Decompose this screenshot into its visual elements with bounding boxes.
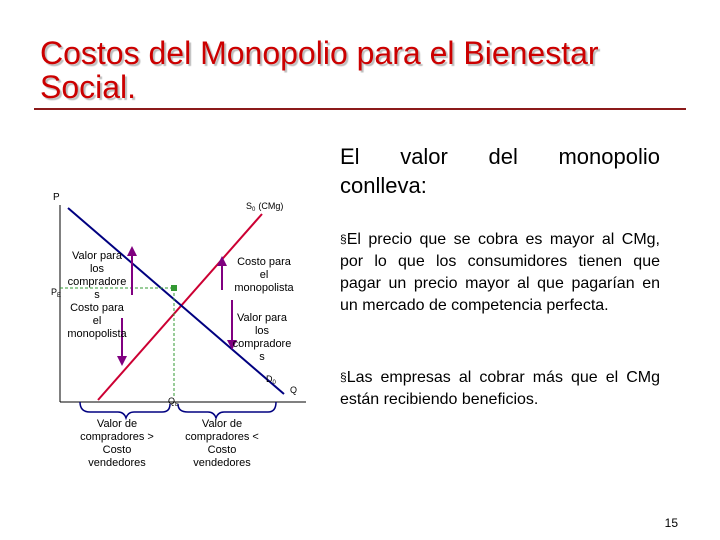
slide-title-line-1: Costos del Monopolio para el Bienestar [40,35,599,71]
supply-label [246,201,283,213]
caption-line: compradore [67,276,127,288]
caption-line: compradores > [80,431,154,443]
page-number: 15 [664,516,678,530]
caption-line: Costo [207,444,237,456]
caption-line: Valor para [237,312,287,324]
caption-line: s [259,351,265,363]
caption-line: Costo [102,444,132,456]
caption-line: monopolista [67,328,127,340]
left-cost-arrowhead [117,356,127,366]
equilibrium-point [171,285,177,291]
bullet-text: Las empresas al cobrar más que el CMg están recibiendo beneficios. [340,369,660,408]
caption-line: los [89,263,105,275]
caption-line: monopolista [234,282,294,294]
right-heading-line-1 [340,142,660,171]
price-letter: P [51,287,58,297]
right-area-top-label [228,256,300,295]
caption-line: los [254,325,270,337]
caption-line: compradores < [185,431,259,443]
caption-line: Costo para [237,256,291,268]
caption-line: Valor para [72,250,122,262]
bullet-item [340,228,660,317]
bullet-marker: § [340,370,347,384]
caption-line: vendedores [88,457,146,469]
caption-line: Valor de [201,418,243,430]
slide-title-line-2: Social. [40,69,137,105]
supply-subscript: 0 [252,207,256,213]
price-subscript: E [57,293,62,299]
demand-letter: D [266,374,273,384]
supply-letter: S [246,201,253,211]
left-brace [80,402,170,418]
caption-line: el [259,269,269,281]
left-area-label [60,250,134,341]
right-cost-arrowhead [217,256,227,266]
supply-suffix: (CMg) [258,201,284,211]
caption-line: Costo para [70,302,124,314]
x-axis-label: Q [290,385,298,395]
caption-line: s [94,289,100,301]
heading-word: monopolio [558,144,660,169]
right-brace [178,402,276,418]
caption-line: el [92,315,102,327]
bullet-marker: § [340,232,347,246]
y-axis-label: P [53,192,60,203]
left-brace-caption [72,418,162,470]
caption-line: compradore [232,338,292,350]
bullet-text: El precio que se cobra es mayor al CMg, por lo que los consumidores tienen que pagar un precio mayor al que pagarían en un mercado de competencia perfecta. [340,231,660,314]
caption-line: Valor de [96,418,138,430]
caption-line: vendedores [193,457,251,469]
heading-word: El [340,144,360,169]
right-heading-line-2: conlleva: [340,173,427,198]
right-area-bottom-label [224,312,300,364]
right-heading [340,142,660,200]
right-brace-caption [174,418,270,470]
quantity-subscript: E [175,402,180,408]
quantity-letter: Q [168,396,176,406]
heading-word: del [488,144,518,169]
bullet-item [340,366,660,411]
demand-subscript: 0 [272,380,276,386]
heading-word: valor [400,144,448,169]
